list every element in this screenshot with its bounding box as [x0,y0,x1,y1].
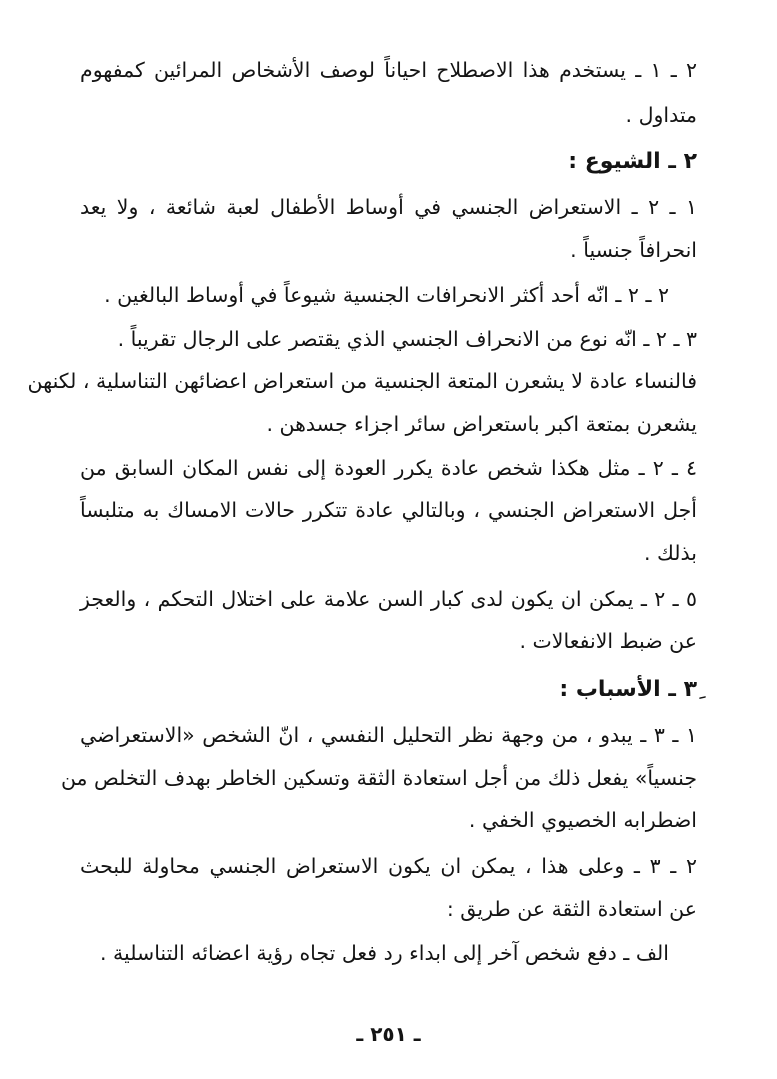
text-line: انحرافاً جنسياً . [570,238,697,262]
text-line: ٢ ـ ٢ ـ انّه أحد أكثر الانحرافات الجنسية شيوعاً في أوساط البالغين . [104,283,669,307]
text-line: يشعرن بمتعة اكبر باستعراض سائر اجزاء جسدهن . [266,412,697,436]
text-line: ٢ ـ ١ ـ يستخدم هذا الاصطلاح احياناً لوصف الأشخاص المرائين كمفهوم [80,58,697,82]
text-line: اضطرابه الخصيوي الخفي . [468,808,697,832]
section-heading: ٢ ـ الشيوع : [568,149,697,174]
text-line: متداول . [625,103,697,127]
text-line: بذلك . [643,541,697,565]
text-line: أجل الاستعراض الجنسي ، وبالتالي عادة تتكرر حالات الامساك به متلبساً [80,498,697,522]
text-line: ١ ـ ٣ ـ يبدو ، من وجهة نظر التحليل النفسي ، انّ الشخص «الاستعراضي [80,723,697,747]
text-line: ٢ ـ ٣ ـ وعلى هذا ، يمكن ان يكون الاستعراض الجنسي محاولة للبحث [80,854,697,878]
text-line: عن استعادة الثقة عن طريق : [446,897,697,921]
text-line: فالنساء عادة لا يشعرن المتعة الجنسية من استعراض اعضائهن التناسلية ، لكنهن [27,369,697,393]
text-line: ١ ـ ٢ ـ الاستعراض الجنسي في أوساط الأطفال لعبة شائعة ، ولا يعد [80,195,697,219]
text-line: عن ضبط الانفعالات . [519,629,697,653]
text-line: ٤ ـ ٢ ـ مثل هكذا شخص عادة يكرر العودة إلى نفس المكان السابق من [80,456,697,480]
text-line: الف ـ دفع شخص آخر إلى ابداء رد فعل تجاه رؤية اعضائه التناسلية . [100,941,669,965]
text-line: ٣ ـ ٢ ـ انّه نوع من الانحراف الجنسي الذي يقتصر على الرجال تقريباً . [117,327,697,351]
section-heading: ٣ِ ـ الأسباب : [559,677,697,702]
text-line: ٥ ـ ٢ ـ يمكن ان يكون لدى كبار السن علامة على اختلال التحكم ، والعجز [80,587,697,611]
page-number: ـ ٢٥١ ـ [356,1022,421,1046]
text-line: جنسياً» يفعل ذلك من أجل استعادة الثقة وتسكين الخاطر بهدف التخلص من [60,766,697,790]
